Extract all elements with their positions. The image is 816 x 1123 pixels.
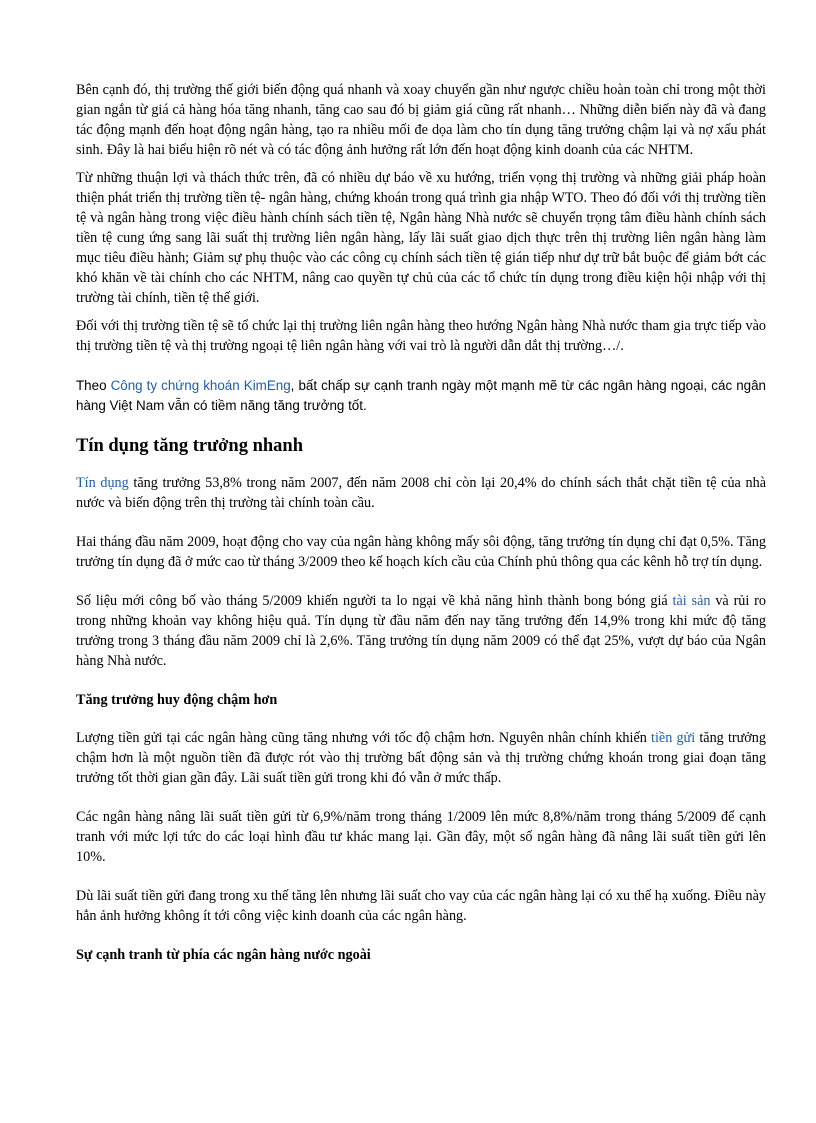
- paragraph-credit-2009: Hai tháng đầu năm 2009, hoạt động cho vay của ngân hàng không mấy sôi động, tăng trưởng tín dụng chỉ đạt 0,5%. Tăng trưởng tín dụng đã ở mức cao từ tháng 3/2009 theo kế hoạch kích cầu của Chính phủ thông qua các kênh hỗ trợ tín dụng.: [76, 534, 766, 570]
- text-segment: Theo: [76, 378, 111, 393]
- paragraph-forecasts: Từ những thuận lợi và thách thức trên, đã có nhiều dự báo về xu hướng, triển vọng thị trường và những giải pháp hoàn thiện phát triển thị trường tiền tệ- ngân hàng, chứng khoán trong quá trình gia nhập WTO. Theo đó đối với thị trường tiền tệ và ngân hàng trong việc điều hành chính sách tiền tệ, Ngân hàng Nhà nước sẽ chuyển trọng tâm điều hành chính sách tiền tệ cung ứng sang lãi suất thị trường liên ngân hàng, lấy lãi suất giao dịch thực trên thị trường liên ngân hàng làm mục tiêu điều hành; Giảm sự phụ thuộc vào các công cụ chính sách tiền tệ gián tiếp như dự trữ bắt buộc để giảm bớt các khó khăn về tài chính cho các NHTM, nâng cao quyền tự chủ của các tổ chức tín dụng trong điều kiện hội nhập với thị trường tài chính, tiền tệ thế giới.: [76, 170, 766, 306]
- paragraph-deposits: [76, 728, 766, 788]
- text-segment: và rủi ro trong những khoản vay không hiệu quả. Tín dụng từ đầu năm đến nay tăng trưởng đến 14,9% trong khi mức độ tăng trưởng trong 3 tháng đầu năm 2009 chỉ là 2,6%. Tăng trưởng tín dụng năm 2009 có thể đạt 25%, vượt dự báo của Ngân hàng Nhà nước.: [76, 593, 766, 669]
- heading-foreign-competition: Sự cạnh tranh từ phía các ngân hàng nước ngoài: [76, 947, 371, 963]
- text-segment: tăng trưởng 53,8% trong năm 2007, đến năm 2008 chỉ còn lại 20,4% do chính sách thắt chặt tiền tệ của nhà nước và biến động trên thị trường tài chính toàn cầu.: [76, 475, 766, 511]
- document-body: [76, 80, 766, 983]
- heading-deposit-growth: Tăng trưởng huy động chậm hơn: [76, 692, 278, 708]
- paragraph-lending-rates: Dù lãi suất tiền gửi đang trong xu thế tăng lên nhưng lãi suất cho vay của các ngân hàng lại có xu thế hạ xuống. Điều này hẳn ảnh hưởng không ít tới công việc kinh doanh của các ngân hàng.: [76, 888, 766, 924]
- paragraph-interbank-market: Đối với thị trường tiền tệ sẽ tổ chức lại thị trường liên ngân hàng theo hướng Ngân hàng Nhà nước tham gia trực tiếp vào thị trường tiền tệ và thị trường ngoại tệ liên ngân hàng với vai trò là người dẫn dắt thị trường…/.: [76, 318, 766, 354]
- link-tai-san[interactable]: tài sản: [672, 593, 711, 609]
- link-tin-dung[interactable]: Tín dụng: [76, 475, 129, 491]
- paragraph-deposit-rates: Các ngân hàng nâng lãi suất tiền gửi từ 6,9%/năm trong tháng 1/2009 lên mức 8,8%/năm trong tháng 5/2009 để cạnh tranh với mức lợi tức do các loại hình đầu tư khác mang lại. Gần đây, một số ngân hàng đã nâng lãi suất tiền gửi lên 10%.: [76, 809, 766, 865]
- text-segment: Số liệu mới công bố vào tháng 5/2009 khiến người ta lo ngại về khả năng hình thành bong bóng giá: [76, 593, 673, 609]
- link-kimeng[interactable]: Công ty chứng khoán KimEng: [110, 378, 291, 393]
- paragraph-market-volatility: Bên cạnh đó, thị trường thế giới biến động quá nhanh và xoay chuyển gần như ngược chiều hoàn toàn chỉ trong một thời gian ngắn từ giá cả hàng hóa tăng nhanh, tăng cao sau đó bị giảm giá cũng rất nhanh… Những diễn biến này đã và đang tác động mạnh đến hoạt động ngân hàng, tạo ra nhiều mối đe dọa làm cho tín dụng tăng trưởng chậm lại và nợ xấu phát sinh. Đây là hai biểu hiện rõ nét và có tác động ảnh hưởng rất lớn đến hoạt động kinh doanh của các NHTM.: [76, 82, 766, 158]
- text-segment: Lượng tiền gửi tại các ngân hàng cũng tăng nhưng với tốc độ chậm hơn. Nguyên nhân chính khiến: [76, 730, 652, 746]
- link-tien-gui[interactable]: tiền gửi: [651, 730, 696, 746]
- text-segment: tăng trưởng chậm hơn là một nguồn tiền đã được rót vào thị trường bất động sản và thị trường chứng khoán trong giai đoạn tăng trưởng tốt thời gian gần đây. Lãi suất tiền gửi trong khi đó vẫn ở mức thấp.: [76, 730, 766, 786]
- paragraph-credit-2007: [76, 473, 766, 513]
- heading-credit-growth: Tín dụng tăng trưởng nhanh: [76, 436, 303, 456]
- paragraph-credit-may-2009: [76, 591, 766, 671]
- text-segment: , bất chấp sự cạnh tranh ngày một mạnh mẽ từ các ngân hàng ngoại, các ngân hàng Việt Nam vẫn có tiềm năng tăng trưởng tốt.: [76, 378, 766, 413]
- paragraph-kimeng: [76, 376, 766, 416]
